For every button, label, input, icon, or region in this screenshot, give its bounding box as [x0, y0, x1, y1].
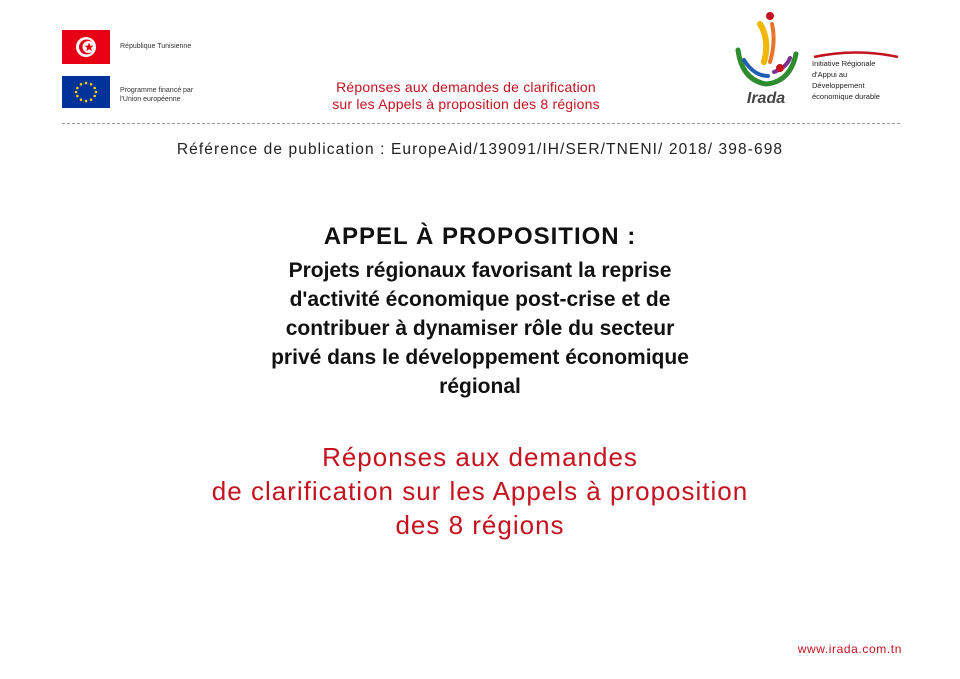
header-divider [62, 123, 900, 124]
publication-reference: Référence de publication : EuropeAid/139091/IH/SER/TNENI/ 2018/ 398-698 [176, 141, 784, 158]
irada-tagline [812, 58, 912, 102]
website-link[interactable]: www.irada.com.tn [797, 642, 902, 656]
republic-label: République Tunisienne [120, 43, 192, 50]
irada-logo-name: Irada [746, 90, 786, 107]
header-title-line1: Réponses aux demandes de clarification [336, 79, 596, 95]
header-title [236, 79, 696, 113]
eu-label-line1: Programme financé par [120, 87, 194, 94]
responses-title [80, 440, 880, 542]
eu-label [120, 86, 193, 104]
eu-flag-icon [62, 76, 110, 108]
appel-description [150, 256, 810, 401]
responses-line2: de clarification sur les Appels à proposition [211, 476, 749, 506]
responses-line3: des 8 régions [395, 510, 565, 540]
appel-line1: Projets régionaux favorisant la reprise [288, 259, 672, 282]
irada-arc-icon [812, 50, 900, 58]
appel-line5: régional [439, 375, 521, 398]
appel-title: APPEL À PROPOSITION : [323, 223, 637, 250]
irada-logo [730, 10, 802, 110]
eu-label-line2: l'Union européenne [120, 96, 181, 103]
irada-tagline-line3: Développement [812, 81, 865, 90]
appel-line2: d'activité économique post-crise et de [289, 288, 671, 311]
irada-tagline-line2: d'Appui au [812, 70, 848, 79]
irada-tagline-line4: économique durable [812, 92, 880, 101]
appel-line4: privé dans le développement économique [271, 346, 689, 369]
header-title-line2: sur les Appels à proposition des 8 régions [332, 96, 600, 112]
irada-tagline-line1: Initiative Régionale [812, 59, 876, 68]
responses-line1: Réponses aux demandes [322, 442, 638, 472]
tunisia-flag-icon [62, 30, 110, 64]
appel-line3: contribuer à dynamiser rôle du secteur [285, 317, 675, 340]
